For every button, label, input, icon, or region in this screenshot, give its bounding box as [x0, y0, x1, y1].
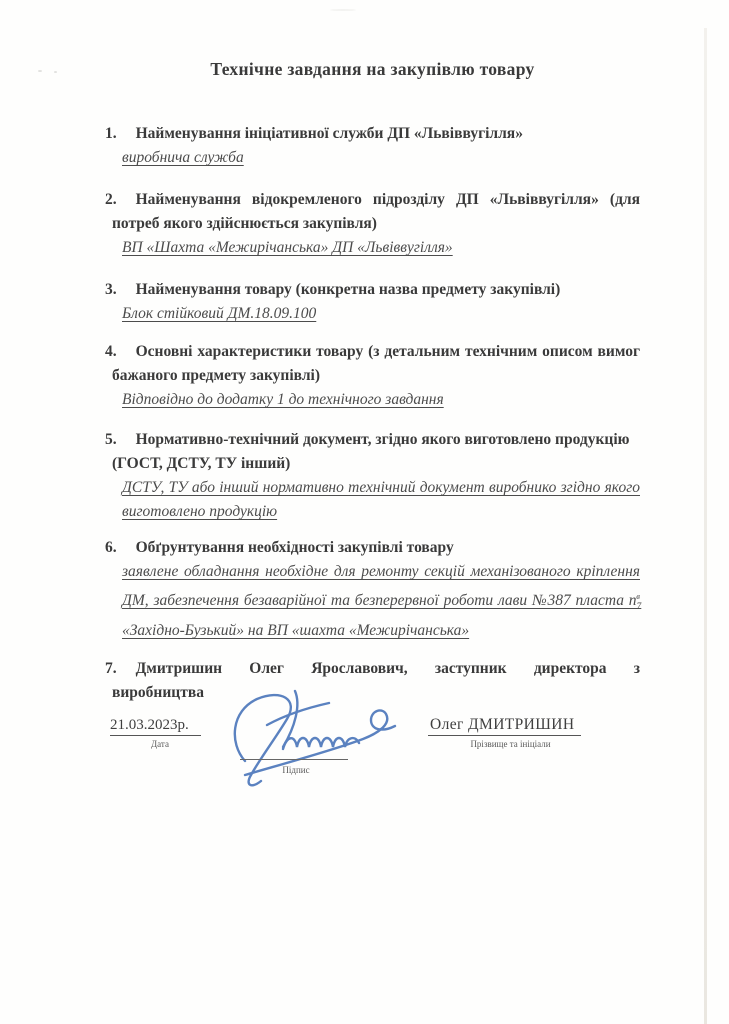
item-number: 5. [105, 431, 117, 448]
answer-part-2: «Західно-Бузький» на ВП «шахта «Межирічанська» [122, 622, 470, 640]
item-heading-text: Найменування ініціативної служби ДП «Львіввугілля» [135, 125, 523, 142]
name-field [428, 716, 618, 749]
item-heading-text: Найменування відокремленого підрозділу ДП «Львіввугілля» (для потреб якого здійснюється закупівля) [112, 191, 640, 232]
section-3 [105, 278, 640, 326]
answer-text: виробнича служба [122, 149, 244, 166]
section-2 [105, 188, 640, 260]
item-answer [122, 388, 640, 412]
item-heading [105, 428, 640, 476]
page-title: Технічне завдання на закупівлю товару [210, 59, 535, 79]
item-answer [122, 236, 640, 260]
item-answer [122, 302, 640, 326]
date-field [110, 716, 230, 749]
item-number: 3. [105, 281, 117, 298]
item-heading [105, 657, 640, 681]
item-heading-continued: виробництва [112, 684, 204, 702]
signature-label: Підпис [282, 765, 310, 776]
item-number: 2. [105, 191, 117, 208]
handwritten-signature [223, 683, 408, 793]
item-answer [122, 560, 640, 643]
item-number: 4. [105, 343, 117, 360]
signature-underline [240, 759, 348, 760]
section-4 [105, 340, 640, 412]
item-heading [105, 340, 640, 388]
section-5 [105, 428, 640, 524]
seam-index-superscript: в [636, 591, 640, 601]
signature-block [105, 711, 640, 821]
item-heading-text: Основні характеристики товару (з детальним технічним описом вимог бажаного предмету закупівлі) [112, 343, 640, 384]
scan-artifact [38, 70, 42, 72]
name-value: Олег ДМИТРИШИН [428, 716, 581, 736]
answer-text [122, 563, 640, 639]
item-heading-text: Дмитришин Олег Ярославович, заступник директора з [135, 660, 640, 678]
item-number: 6. [105, 539, 117, 556]
item-heading [105, 278, 640, 302]
signature-field [223, 683, 413, 808]
item-heading [105, 188, 640, 236]
answer-text: Блок стійковий ДМ.18.09.100 [122, 305, 317, 322]
item-heading [105, 536, 640, 560]
item-heading-text: Обґрунтування необхідності закупівлі товару [135, 539, 454, 556]
answer-part-1: заявлене обладнання необхідне для ремонту секцій механізованого кріплення ДМ, забезпечення безаварійної та безперервної роботи лави №387 пласта n [122, 563, 640, 610]
item-answer [122, 476, 640, 524]
answer-text: Відповідно до додатку 1 до технічного завдання [122, 391, 444, 408]
answer-text: ДСТУ, ТУ або інший нормативно технічний документ виробнико згідно якого виготовлено продукцію [122, 479, 640, 520]
section-6 [105, 536, 642, 643]
item-number: 7. [105, 660, 117, 678]
item-heading-text: Нормативно-технічний документ, згідно якого виготовлено продукцію (ГОСТ, ДСТУ, ТУ інший) [112, 431, 630, 472]
scan-artifact [330, 9, 356, 11]
date-label: Дата [151, 739, 169, 750]
scan-artifact [54, 71, 57, 73]
item-number: 1. [105, 125, 117, 142]
item-heading-text: Найменування товару (конкретна назва предмету закупівлі) [135, 281, 561, 298]
section-1 [105, 122, 640, 170]
answer-text: ВП «Шахта «Межирічанська» ДП «Львіввугілля» [122, 239, 453, 256]
date-value: 21.03.2023р. [110, 717, 201, 736]
item-answer [122, 146, 640, 170]
item-heading [105, 122, 640, 146]
name-label: Прізвище та ініціали [470, 739, 551, 750]
seam-index-subscript: 7 [636, 602, 642, 613]
